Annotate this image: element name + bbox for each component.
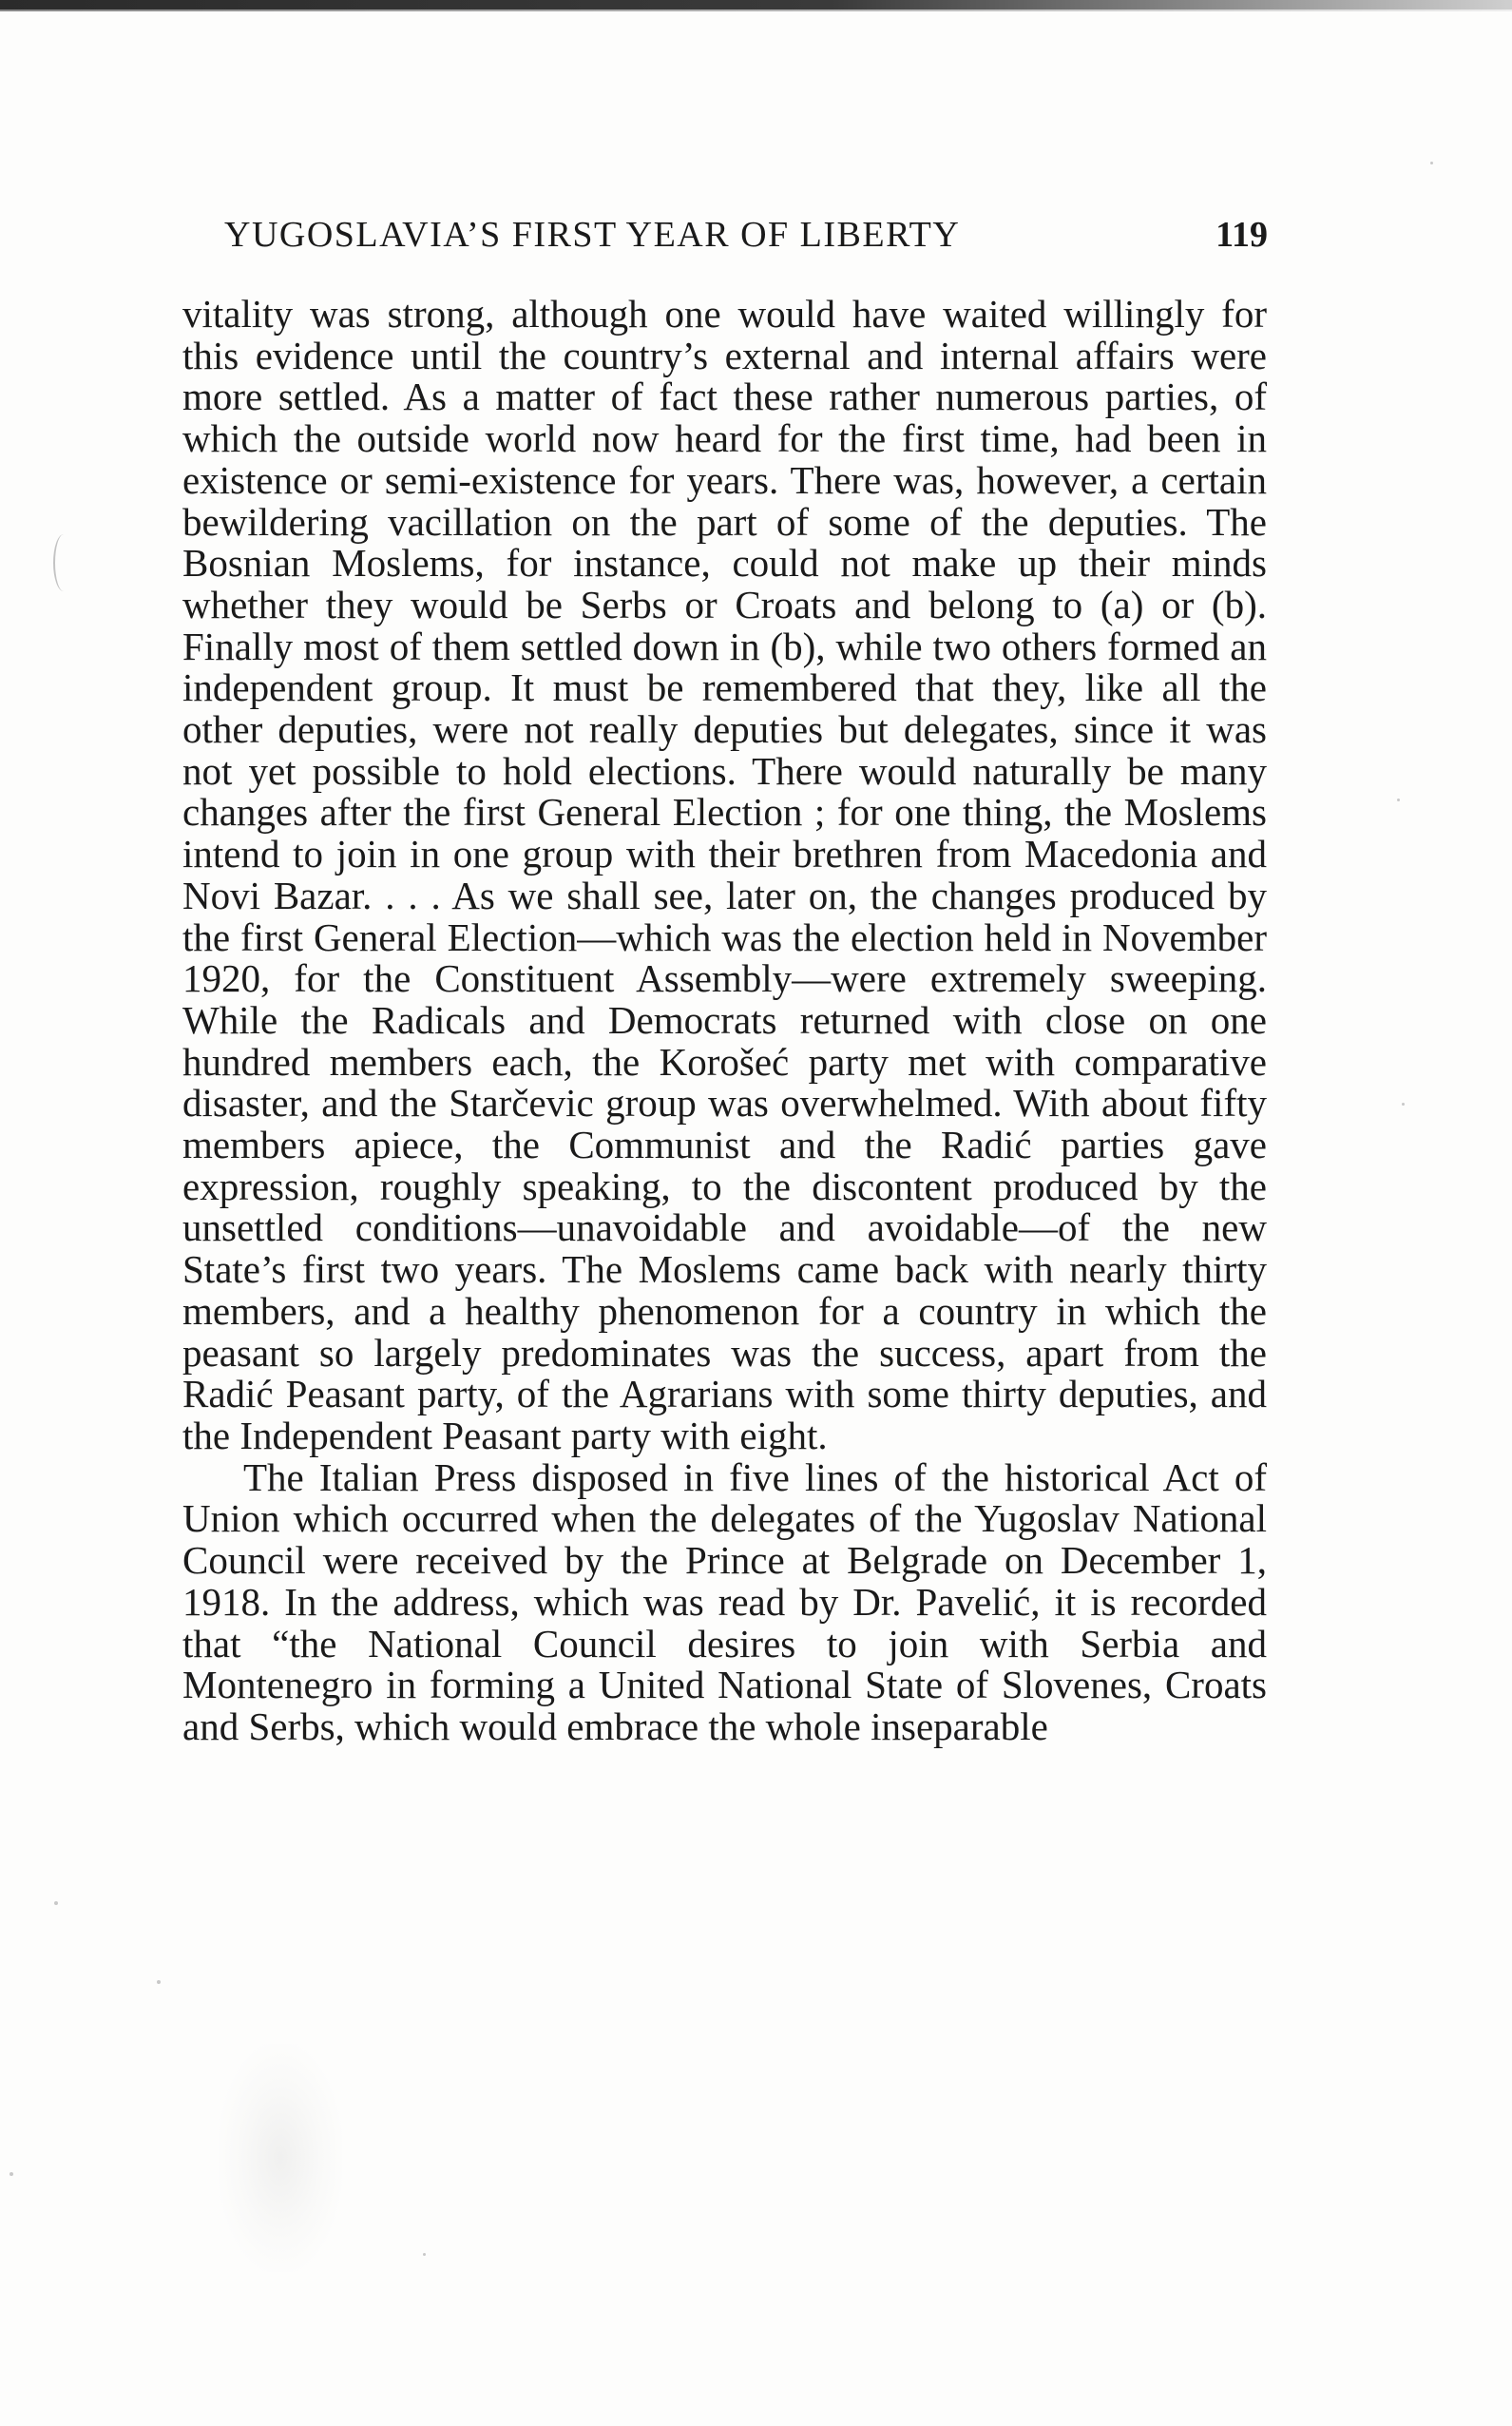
running-head: YUGOSLAVIA’S FIRST YEAR OF LIBERTY	[224, 215, 961, 255]
scan-speck	[1397, 799, 1400, 801]
scan-speck	[1402, 1103, 1405, 1106]
page-header	[224, 214, 1268, 263]
scan-smudge	[219, 2044, 342, 2272]
top-edge-line	[0, 10, 1512, 11]
scan-speck	[157, 1980, 161, 1984]
scan-speck	[54, 1901, 58, 1905]
paragraph: vitality was strong, although one would have waited willingly for this evidence until the country’s external and internal affairs were more settled. As a matter of fact these rather numerous parties, of which the outside world now heard for the first time, had been in existence or semi-existence for years. There was, however, a certain bewildering vacillation on the part of some of the deputies. The Bosnian Moslems, for instance, could not make up their minds whether they would be Serbs or Croats and belong to (a) or (b). Finally most of them settled down in (b), while two others formed an independent group. It must be remembered that they, like all the other deputies, were not really deputies but delegates, since it was not yet possible to hold elections. There would naturally be many changes after the first General Election ; for one thing, the Moslems intend to join in one group with their brethren from Macedonia and Novi Bazar. . . . As we shall see, later on, the changes produced by the first General Election—which was the election held in November 1920, for the Constituent Assembly—were extremely sweeping. While the Radicals and Democrats returned with close on one hundred members each, the Korošeć party met with comparative disaster, and the Starčevic group was overwhelmed. With about fifty members apiece, the Communist and the Radić parties gave expression, roughly speaking, to the discontent produced by the unsettled conditions—unavoidable and avoidable—of the new State’s first two years. The Moslems came back with nearly thirty members, and a healthy phenomenon for a country in which the peasant so largely predominates was the success, apart from the Radić Peasant party, of the Agrarians with some thirty deputies, and the Independent Peasant party with eight.	[182, 292, 1267, 1457]
scan-speck	[1430, 162, 1433, 164]
paragraph: The Italian Press disposed in five lines of the historical Act of Union which occurred when the delegates of the Yugoslav National Council were received by the Prince at Belgrade on December 1, 1918. In the address, which was read by Dr. Pavelić, it is recorded that “the National Council desires to join with Serbia and Montenegro in forming a United National State of Slovenes, Croats and Serbs, which would embrace the whole inseparable	[182, 1454, 1267, 1748]
body-text	[182, 294, 1267, 1748]
top-edge-shadow	[0, 0, 1512, 10]
margin-pencil-mark	[53, 534, 74, 591]
scan-speck	[423, 2253, 426, 2256]
scan-speck	[10, 2172, 13, 2176]
page-number: 119	[1215, 215, 1268, 255]
